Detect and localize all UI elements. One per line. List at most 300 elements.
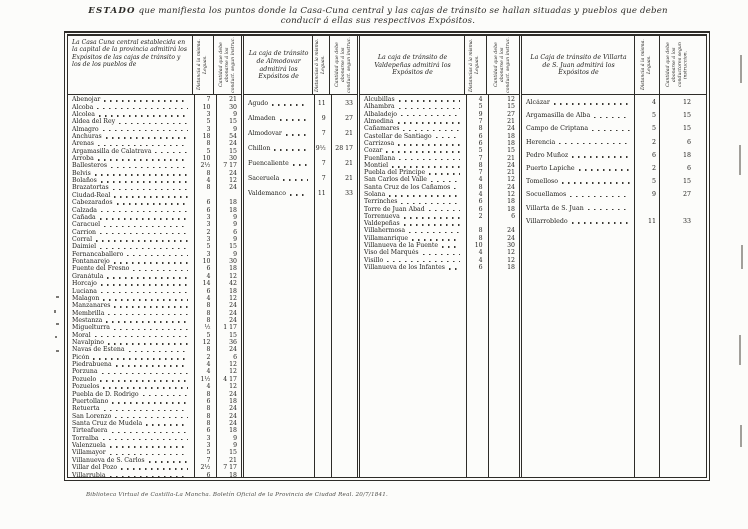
- dot-leader: [399, 108, 460, 110]
- dot-leader: [114, 306, 187, 308]
- amount-value: 9: [233, 213, 237, 221]
- table-row: [522, 162, 706, 175]
- amount-value: 18: [229, 206, 237, 214]
- table-row: [68, 324, 241, 331]
- table-row: [68, 427, 241, 434]
- town-name-text: Santa Cruz de los Cañamos: [364, 183, 451, 191]
- distance-value: 8: [478, 161, 483, 169]
- table-row: [68, 449, 241, 456]
- distance-value: 4: [206, 383, 211, 391]
- distance-value: 9½: [315, 145, 326, 152]
- dot-leader: [114, 196, 187, 198]
- distance-value: 3: [206, 221, 211, 229]
- town-name-text: Puebla de D. Rodrigo: [72, 390, 139, 398]
- table-row: [522, 149, 706, 162]
- distance-value: 3: [206, 442, 211, 450]
- dot-leader: [116, 365, 188, 367]
- table-row: [68, 192, 241, 199]
- town-name: [522, 152, 634, 159]
- dot-leader: [103, 299, 187, 301]
- town-name: [68, 339, 192, 346]
- group-title-valdepenas: La caja de tránsito de Valdepeñas admitirá los Expósitos de: [374, 53, 451, 77]
- town-name: [68, 376, 192, 383]
- dot-leader: [286, 134, 308, 136]
- town-name: [68, 398, 192, 405]
- distance-value: 5: [651, 125, 656, 133]
- dot-leader: [95, 336, 188, 338]
- dot-leader: [442, 246, 460, 248]
- town-name-text: Manzanares: [72, 302, 111, 310]
- table-row: [68, 243, 241, 250]
- town-name-text: Carrion: [72, 228, 97, 236]
- distance-value: 5: [651, 178, 656, 186]
- table-row: [360, 147, 519, 154]
- distance-value: 2: [206, 353, 211, 361]
- amount-value: 12: [682, 99, 691, 107]
- dot-leader: [117, 203, 188, 205]
- town-name: [244, 190, 312, 197]
- town-name-text: Miguelturra: [72, 324, 110, 332]
- amount-value: 9: [233, 125, 237, 133]
- town-name-text: Arroba: [72, 155, 94, 163]
- distance-value: 4: [651, 99, 656, 107]
- dot-leader: [112, 432, 188, 434]
- town-name: [244, 100, 312, 107]
- dot-leader: [272, 104, 308, 106]
- amount-value: 30: [507, 242, 515, 250]
- amount-value: 12: [229, 368, 237, 376]
- dot-leader: [401, 115, 460, 117]
- scan-speck: [56, 296, 59, 298]
- table-row: [522, 109, 706, 122]
- dot-leader: [106, 321, 187, 323]
- distance-value: 18: [202, 132, 211, 140]
- table-row: [244, 186, 357, 201]
- table-row: [522, 122, 706, 135]
- distance-value: 6: [478, 139, 483, 147]
- scan-noise: [741, 245, 743, 269]
- table-row: [360, 249, 519, 256]
- dot-leader: [409, 232, 460, 234]
- town-name: [68, 346, 192, 353]
- town-name-text: Abenojar: [72, 96, 101, 104]
- town-name: [68, 420, 192, 427]
- town-name: [68, 104, 192, 111]
- town-name-text: Alcubillas: [364, 96, 395, 104]
- dot-leader: [100, 380, 188, 382]
- town-name: [522, 191, 634, 198]
- distance-value: 7: [478, 154, 483, 162]
- town-name: [68, 427, 192, 434]
- scan-noise: [739, 145, 741, 175]
- town-name: [68, 251, 192, 258]
- distance-value: 6: [206, 265, 211, 273]
- town-name-text: Torrenueva: [364, 212, 400, 220]
- town-name-text: Saceruela: [248, 175, 280, 182]
- distance-value: 5: [206, 118, 211, 126]
- town-name-text: Villarrobledo: [526, 217, 568, 225]
- table-row: [360, 96, 519, 103]
- amount-value: 21: [229, 96, 237, 104]
- amount-value: 9: [233, 434, 237, 442]
- dot-leader: [454, 188, 460, 190]
- group-header-almodovar: [244, 36, 357, 95]
- distance-value: 5: [206, 147, 211, 155]
- dot-leader: [389, 195, 460, 197]
- dot-leader: [280, 119, 308, 121]
- table-row: [68, 368, 241, 375]
- town-name-text: Fuencaliente: [248, 160, 289, 167]
- distance-value: 9: [651, 191, 656, 199]
- dot-leader: [592, 130, 630, 132]
- town-name: [360, 242, 464, 249]
- town-name: [360, 213, 464, 220]
- town-name-text: Cañada: [72, 213, 96, 221]
- amount-value: 28 17: [335, 145, 353, 152]
- table-row: [68, 354, 241, 361]
- dot-leader: [293, 164, 308, 166]
- distance-value: 4: [478, 96, 483, 104]
- town-name-text: Cabezarados: [72, 199, 113, 207]
- document-title-lead: ESTADO: [88, 6, 136, 16]
- town-name: [68, 192, 192, 199]
- table-row: [68, 118, 241, 125]
- town-name-text: Visillo: [364, 256, 384, 264]
- town-name-text: Granátula: [72, 272, 104, 280]
- distance-value: 8: [206, 346, 211, 354]
- distance-value: 6: [478, 263, 483, 271]
- town-name-text: Villanueva de S. Carlos: [72, 456, 145, 464]
- distance-value: 9: [478, 110, 483, 118]
- dot-leader: [110, 476, 188, 477]
- table-row: [68, 273, 241, 280]
- footer-attribution: Biblioteca Virtual de Castilla-La Mancha. Boletín Oficial de la Provincia de Ciudad Real. 20/7/1841.: [86, 492, 389, 498]
- amount-value: 12: [229, 294, 237, 302]
- town-name-text: Montiel: [364, 161, 389, 169]
- table-row: [68, 221, 241, 228]
- table-row: [68, 258, 241, 265]
- town-name-text: Agudo: [248, 100, 269, 107]
- scan-noise: [740, 55, 742, 83]
- amount-column-header: Cantidad que debe abonarse á los conduct. segun instruc.: [213, 36, 241, 94]
- distance-value: 8: [478, 234, 483, 242]
- town-name: [360, 264, 464, 271]
- amount-value: 4 17: [223, 375, 237, 383]
- amount-value: 24: [229, 184, 237, 192]
- distance-value: 7: [478, 118, 483, 126]
- dot-leader: [100, 218, 188, 220]
- dot-leader: [149, 461, 188, 463]
- table-row: [68, 346, 241, 353]
- distance-value: 3: [206, 236, 211, 243]
- distance-value: 4: [478, 176, 483, 184]
- town-name-text: Puerto Lapiche: [526, 165, 575, 173]
- table-row: [360, 213, 519, 220]
- amount-value: 6: [511, 212, 515, 220]
- amount-value: 24: [229, 316, 237, 324]
- table-row: [360, 205, 519, 212]
- table-row: [68, 412, 241, 419]
- dot-leader: [104, 410, 188, 412]
- amount-column-header: Cantidad que debe abonarse á los conduct. segun instruc.: [486, 36, 519, 94]
- distance-value: 6: [206, 287, 211, 295]
- town-name: [360, 111, 464, 118]
- dot-leader: [106, 137, 188, 139]
- table-row: [68, 309, 241, 316]
- amount-value: 24: [507, 227, 515, 235]
- group-header-valdepenas: [360, 36, 519, 95]
- town-name: [522, 165, 634, 172]
- dot-leader: [104, 226, 188, 228]
- town-name-text: Malagon: [72, 294, 100, 302]
- table-row: [360, 125, 519, 132]
- dot-leader: [562, 182, 630, 184]
- distance-value: 5: [206, 449, 211, 457]
- table-row: [68, 295, 241, 302]
- table-row: [68, 287, 241, 294]
- town-name-text: Valdepeñas: [364, 220, 400, 228]
- dot-leader: [449, 268, 460, 270]
- table-row: [244, 111, 357, 126]
- town-name: [68, 413, 192, 420]
- dot-leader: [102, 373, 188, 375]
- amount-value: 18: [229, 397, 237, 405]
- town-name-text: Alhambra: [364, 103, 395, 111]
- amount-column-header: Cantidad que debe abonarse á los conduct. segun instruc.: [329, 36, 357, 94]
- distance-value: 5: [206, 331, 211, 339]
- town-name-text: Almaden: [248, 115, 276, 122]
- town-name-text: Puertollano: [72, 397, 109, 405]
- group-title-almodovar: La caja de tránsito de Almodovar admitirá los Expósitos de: [248, 50, 309, 81]
- town-name: [68, 265, 192, 272]
- distance-value: 4: [206, 177, 211, 185]
- town-name-text: Campo de Criptana: [526, 125, 589, 133]
- document-title: [70, 6, 686, 26]
- town-name-text: Navas de Estena: [72, 346, 125, 354]
- town-name: [244, 160, 312, 167]
- amount-value: 42: [229, 280, 237, 288]
- distance-value: 2: [478, 212, 483, 220]
- town-name-text: Torralba: [72, 434, 99, 442]
- table-row: [522, 175, 706, 188]
- amount-value: 6: [686, 165, 691, 173]
- town-name: [360, 227, 464, 234]
- amount-value: 24: [229, 346, 237, 354]
- distance-value: 14: [202, 280, 211, 288]
- amount-value: 36: [229, 339, 237, 347]
- town-name-text: Argamasilla de Calatrava: [72, 147, 152, 155]
- amount-value: 18: [229, 287, 237, 295]
- table-row: [68, 228, 241, 235]
- table-row: [360, 198, 519, 205]
- town-name-text: Valenzuela: [72, 442, 106, 450]
- town-name: [68, 332, 192, 339]
- dot-leader: [559, 143, 630, 145]
- table-row: [68, 405, 241, 412]
- distance-value: 5: [651, 112, 656, 120]
- table-row: [244, 171, 357, 186]
- table-row: [68, 435, 241, 442]
- amount-value: 7 17: [223, 162, 237, 170]
- group-title-villarta: La Caja de tránsito de Villarta de S. Juan admitirá los Expósitos de: [530, 53, 627, 77]
- town-name: [68, 310, 192, 317]
- table-row: [244, 141, 357, 156]
- dot-leader: [429, 173, 460, 175]
- town-name: [68, 280, 192, 287]
- table-row: [68, 96, 241, 103]
- town-name-text: Retuerta: [72, 405, 100, 413]
- town-name-text: Pozuelo: [72, 375, 97, 383]
- amount-value: 18: [229, 471, 237, 477]
- table-row: [68, 103, 241, 110]
- amount-value: 24: [507, 161, 515, 169]
- table-row: [68, 420, 241, 427]
- distance-column-header: Distancias á la misma. Leguas.: [312, 36, 329, 94]
- distance-value: 10: [474, 242, 483, 250]
- town-name: [68, 391, 192, 398]
- amount-value: 18: [229, 427, 237, 435]
- dot-leader: [111, 167, 188, 169]
- town-list-villarta: [522, 95, 706, 477]
- table-row: [522, 136, 706, 149]
- dot-leader: [110, 446, 188, 448]
- town-name: [68, 184, 192, 191]
- amount-value: 7 17: [223, 464, 237, 472]
- table-row: [244, 126, 357, 141]
- dot-leader: [579, 169, 630, 171]
- amount-value: 6: [686, 138, 691, 146]
- dot-leader: [104, 100, 187, 102]
- distance-value: 2: [651, 138, 656, 146]
- amount-value: 6: [233, 353, 237, 361]
- amount-value: 15: [682, 178, 691, 186]
- town-name-text: Bolaños: [72, 177, 97, 185]
- table-row: [522, 202, 706, 215]
- distance-value: 10: [202, 258, 211, 266]
- dot-leader: [107, 277, 187, 279]
- distance-value: 8: [478, 183, 483, 191]
- dot-leader: [112, 402, 187, 404]
- distance-value: 6: [478, 205, 483, 213]
- amount-value: 24: [229, 419, 237, 427]
- town-name-text: Luciana: [72, 287, 97, 295]
- table-row: [360, 191, 519, 198]
- distance-value: 4: [206, 272, 211, 280]
- amount-value: 33: [345, 100, 353, 107]
- dot-leader: [155, 152, 187, 154]
- distance-value: 7: [478, 169, 483, 177]
- amount-value: 12: [229, 361, 237, 369]
- amount-value: 21: [507, 154, 515, 162]
- town-name: [68, 199, 192, 206]
- distance-column-header: Distancia á la misma. Leguas.: [634, 36, 659, 94]
- distance-value: 8: [478, 227, 483, 235]
- dot-leader: [588, 209, 630, 211]
- town-name: [360, 220, 464, 227]
- town-name: [68, 214, 192, 221]
- table-row: [68, 251, 241, 258]
- dot-leader: [423, 254, 460, 256]
- table-row: [68, 162, 241, 169]
- town-name-text: Villanueva de los Infantes: [364, 263, 445, 271]
- scan-speck: [55, 336, 57, 338]
- town-name-text: Valdemanco: [248, 190, 286, 197]
- town-name: [68, 354, 192, 361]
- table-row: [522, 215, 706, 228]
- town-name-text: Navalpino: [72, 339, 104, 347]
- town-name-text: Cozar: [364, 147, 383, 155]
- amount-value: 18: [507, 205, 515, 213]
- town-name-text: Villarrubia: [72, 471, 106, 477]
- town-name-text: Viso del Marqués: [364, 249, 419, 257]
- amount-value: 6: [233, 228, 237, 236]
- town-name-text: Carrizosa: [364, 139, 395, 147]
- amount-value: 15: [507, 147, 515, 155]
- town-name-text: Santa Cruz de Mudela: [72, 419, 143, 427]
- table-row: [68, 332, 241, 339]
- town-name-text: Pozuelos: [72, 383, 100, 391]
- town-name: [68, 368, 192, 375]
- table-row: [68, 236, 241, 243]
- table-row: [360, 242, 519, 249]
- town-name-text: San Lorenzo: [72, 412, 112, 420]
- distance-value: 7: [206, 96, 211, 104]
- town-name: [360, 206, 464, 213]
- dot-leader: [101, 292, 188, 294]
- amount-value: 24: [229, 405, 237, 413]
- dot-leader: [103, 130, 188, 132]
- town-name: [360, 176, 464, 183]
- table-row: [68, 155, 241, 162]
- town-name: [68, 155, 192, 162]
- town-name: [68, 162, 192, 169]
- amount-value: 15: [682, 125, 691, 133]
- town-name: [68, 126, 192, 133]
- town-name: [68, 302, 192, 309]
- town-name: [360, 96, 464, 103]
- town-name-text: Ciudad-Real: [72, 191, 111, 199]
- amount-value: 15: [682, 112, 691, 120]
- town-name: [244, 175, 312, 182]
- town-name: [360, 257, 464, 264]
- distance-value: 3: [206, 125, 211, 133]
- scan-speck: [54, 310, 56, 313]
- amount-value: 15: [229, 449, 237, 457]
- amount-value: 15: [229, 118, 237, 126]
- town-name: [68, 472, 192, 478]
- table-row: [68, 265, 241, 272]
- dot-leader: [554, 103, 630, 105]
- dot-leader: [115, 417, 187, 419]
- table-row: [68, 133, 241, 140]
- distance-value: 8: [206, 316, 211, 324]
- amount-value: 12: [507, 249, 515, 257]
- table-row: [68, 398, 241, 405]
- town-name: [360, 235, 464, 242]
- town-name-text: Tirteafuera: [72, 427, 108, 435]
- distance-value: 3: [206, 110, 211, 118]
- scan-noise: [740, 425, 742, 447]
- dot-leader: [100, 233, 188, 235]
- table-row: [68, 199, 241, 206]
- dot-leader: [97, 108, 187, 110]
- table-row: [522, 188, 706, 201]
- dot-leader: [274, 149, 308, 151]
- town-name-text: Ballesteros: [72, 162, 108, 170]
- distance-value: 7: [321, 175, 326, 182]
- dot-leader: [114, 262, 188, 264]
- amount-value: 27: [682, 191, 691, 199]
